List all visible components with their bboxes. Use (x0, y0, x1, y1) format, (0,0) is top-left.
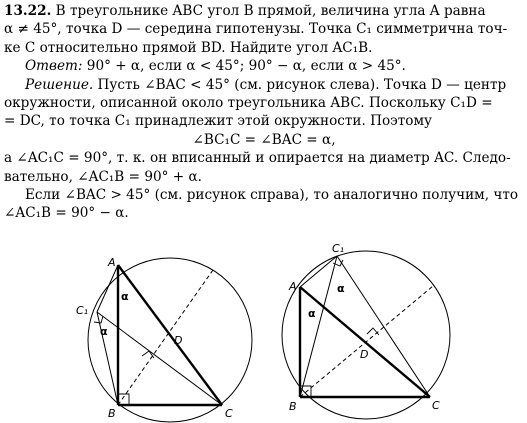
solution-line-7: ∠AC₁B = 90° − α. (4, 205, 129, 222)
problem-number: 13.22. (4, 3, 52, 19)
right-alpha-2: α (308, 307, 316, 320)
left-segment-ac1 (97, 265, 118, 312)
left-hypotenuse-ac (118, 265, 222, 405)
answer-line (4, 57, 524, 75)
left-label-c: C (225, 407, 233, 420)
figure-right (282, 251, 450, 419)
solution-line-2: окружности, описанной около треугольника ABC. Поскольку C₁D = (4, 94, 493, 111)
left-segment-c1c (97, 312, 222, 405)
right-label-d: D (360, 348, 369, 361)
problem-line-3: ке C относительно прямой BD. Найдите угол AC₁B. (4, 39, 373, 56)
solution-line-4: а ∠AC₁C = 90°, т. к. он вписанный и опирается на диаметр AC. Следо- (4, 150, 511, 167)
solution-label: Решение. (25, 76, 94, 93)
left-label-a: A (108, 256, 116, 269)
answer-text: 90° + α, если α < 45°; 90° − α, если α > 45°. (86, 58, 406, 75)
figure-left (88, 258, 252, 422)
left-circle (88, 258, 252, 422)
figures (0, 240, 527, 423)
left-label-c1: C₁ (76, 304, 89, 317)
right-hypotenuse-ac (300, 287, 430, 397)
left-alpha-1: α (121, 290, 129, 303)
left-label-b: B (108, 407, 116, 420)
solution-line-6: Если ∠BAC > 45° (см. рисунок справа), то аналогично получим, что (25, 186, 519, 203)
solution-line-5: вательно, ∠AC₁B = 90° + α. (4, 168, 202, 185)
problem-text-1: В треугольнике ABC угол B прямой, величина угла A равна (55, 3, 486, 19)
solution-formula: ∠BC₁C = ∠BAC = α, (192, 131, 336, 148)
right-segment-c1c (337, 256, 430, 397)
left-dashed-line (118, 270, 213, 405)
right-label-c1: C₁ (332, 242, 345, 255)
problem-line-1 (4, 2, 524, 20)
right-label-b: B (289, 400, 297, 413)
right-right-angle-mid (367, 328, 379, 335)
right-alpha-1: α (337, 282, 345, 295)
answer-label: Ответ: (25, 58, 83, 75)
solution-line-3: = DC, то точка C₁ принадлежит этой окружности. Поэтому (4, 113, 433, 130)
solution-line-1 (4, 76, 524, 94)
solution-text-1: Пусть ∠BAC < 45° (см. рисунок слева). Точка D — центр (97, 76, 507, 93)
text-block (4, 2, 524, 223)
right-label-c: C (432, 399, 440, 412)
left-alpha-2: α (100, 325, 108, 338)
left-label-d: D (174, 334, 183, 347)
right-segment-ac1 (300, 256, 337, 287)
right-label-a: A (289, 280, 297, 293)
problem-line-2: α ≠ 45°, точка D — середина гипотенузы. Точка C₁ симметрична точ- (4, 21, 508, 38)
